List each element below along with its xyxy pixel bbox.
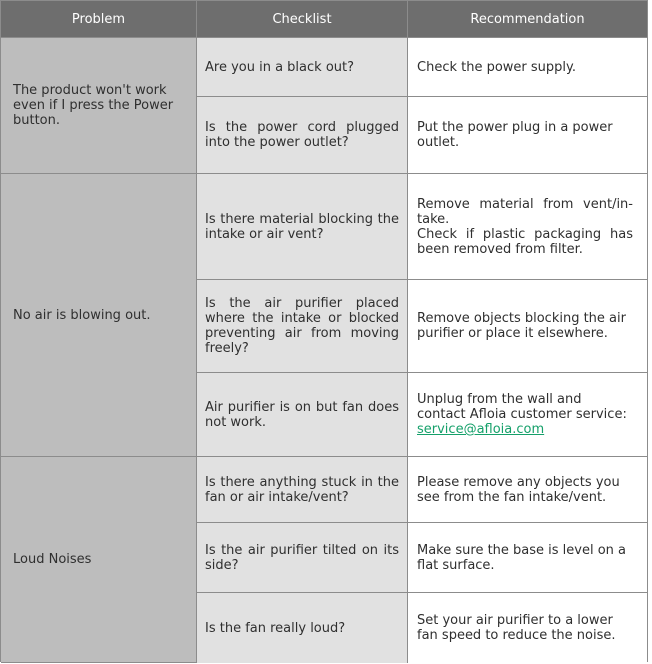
header-problem — [1, 1, 197, 38]
recommendation-cell — [408, 457, 647, 523]
header-recommendation — [408, 1, 647, 38]
recommendation-text: Make sure the base is level on a flat surface. — [417, 542, 627, 573]
recommendation-cell — [408, 38, 647, 97]
recommendation-text-part: Unplug from the wall and contact Afloia customer service: — [417, 392, 627, 422]
recommendation-text: Put the power plug in a power outlet. — [417, 120, 613, 150]
recommendation-text: Please remove any objects you see from the fan intake/vent. — [417, 474, 620, 505]
service-email-link[interactable]: service@afloia.com — [417, 422, 545, 437]
checklist-text: Is the fan really loud? — [205, 620, 346, 636]
checklist-cell — [197, 38, 408, 97]
recommendation-cell — [408, 523, 647, 593]
recommendation-cell — [408, 593, 647, 663]
checklist-text: Is the air purifier placed where the intake or blocked preventing air from moving freely? — [205, 296, 399, 356]
header-recommendation-label: Recommendation — [470, 11, 585, 27]
header-checklist-label: Checklist — [272, 11, 332, 27]
problem-cell — [1, 38, 197, 174]
recommendation-cell — [408, 280, 647, 373]
header-problem-label: Problem — [71, 11, 126, 27]
recommendation-cell — [408, 97, 647, 174]
checklist-cell — [197, 457, 408, 523]
recommendation-text: Set your air purifier to a lower fan speed to reduce the noise. — [417, 613, 616, 643]
checklist-cell — [197, 523, 408, 593]
checklist-cell — [197, 97, 408, 174]
recommendation-text: Remove material from vent/in-take. Check if plastic packaging has been removed from filter. — [417, 196, 633, 257]
checklist-text: Is the power cord plugged into the power outlet? — [205, 120, 399, 150]
recommendation-cell — [408, 174, 647, 280]
checklist-text: Is the air purifier tilted on its side? — [205, 542, 399, 573]
problem-text: Loud Noises — [13, 552, 92, 567]
recommendation-text — [417, 392, 633, 437]
checklist-text: Is there anything stuck in the fan or air intake/vent? — [205, 474, 399, 505]
checklist-text: Are you in a black out? — [205, 59, 355, 75]
checklist-cell — [197, 593, 408, 663]
checklist-cell — [197, 174, 408, 280]
problem-cell — [1, 174, 197, 457]
recommendation-text: Remove objects blocking the air purifier or place it elsewhere. — [417, 311, 626, 341]
problem-text: The product won't work even if I press the Power button. — [13, 83, 174, 128]
problem-cell — [1, 457, 197, 663]
recommendation-cell — [408, 373, 647, 457]
header-checklist — [197, 1, 408, 38]
checklist-text: Is there material blocking the intake or air vent? — [205, 211, 399, 242]
recommendation-text: Check the power supply. — [417, 59, 577, 75]
problem-text: No air is blowing out. — [13, 307, 151, 323]
checklist-text: Air purifier is on but fan does not work. — [205, 399, 399, 430]
checklist-cell — [197, 280, 408, 373]
checklist-cell — [197, 373, 408, 457]
